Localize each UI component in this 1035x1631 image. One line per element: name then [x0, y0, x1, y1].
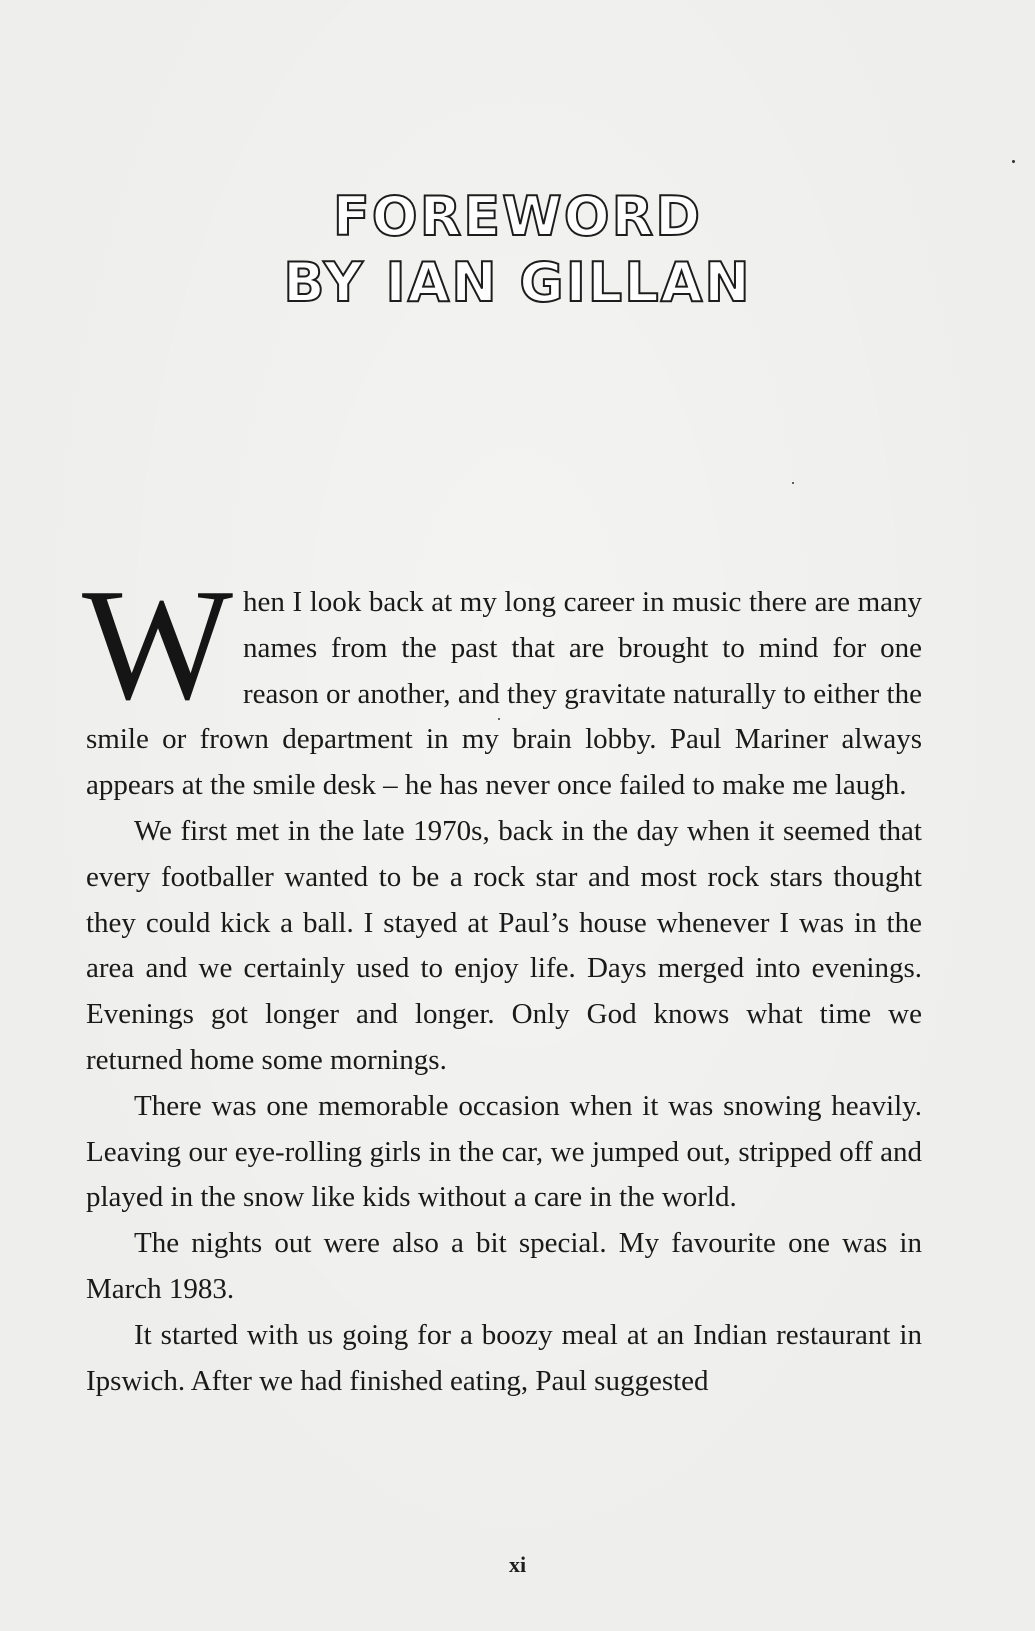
drop-cap: W	[82, 555, 234, 733]
paragraph-4: The nights out were also a bit special. My favourite one was in March 1983.	[86, 1227, 922, 1305]
paper-speck	[792, 482, 794, 484]
paragraph-1-text: hen I look back at my long career in music there are many names from the past that are brought to mind for one reason or another, and they gravitate naturally to either the smile or frown department in my brain lobby. Paul Mariner always appears at the smile desk – he has never once failed to make me laugh.	[86, 586, 922, 802]
title-line-2: BY IAN GILLAN	[283, 251, 752, 315]
bleed-through-running-head	[0, 0, 1035, 23]
page-number: xi	[508, 1552, 527, 1577]
title-line-1: FOREWORD	[332, 185, 703, 249]
paragraph-2: We first met in the late 1970s, back in the day when it seemed that every footballer wanted to be a rock star and most rock stars thought they could kick a ball. I stayed at Paul’s house whenever I was in the area and we certainly used to enjoy life. Days merged into evenings. Evenings got longer and longer. Only God knows what time we returned home some mornings.	[86, 814, 922, 1076]
body-text	[82, 555, 922, 1404]
paragraph-5: It started with us going for a boozy meal at an Indian restaurant in Ipswich. After we had finished eating, Paul suggested	[86, 1318, 922, 1397]
paragraph-1	[82, 555, 922, 809]
paragraph-3: There was one memorable occasion when it was snowing heavily. Leaving our eye-rolling girls in the car, we jumped out, stripped off and played in the snow like kids without a care in the world.	[86, 1089, 922, 1214]
chapter-title	[0, 184, 1035, 316]
paper-speck	[1012, 160, 1015, 163]
paper-speck	[498, 718, 500, 720]
